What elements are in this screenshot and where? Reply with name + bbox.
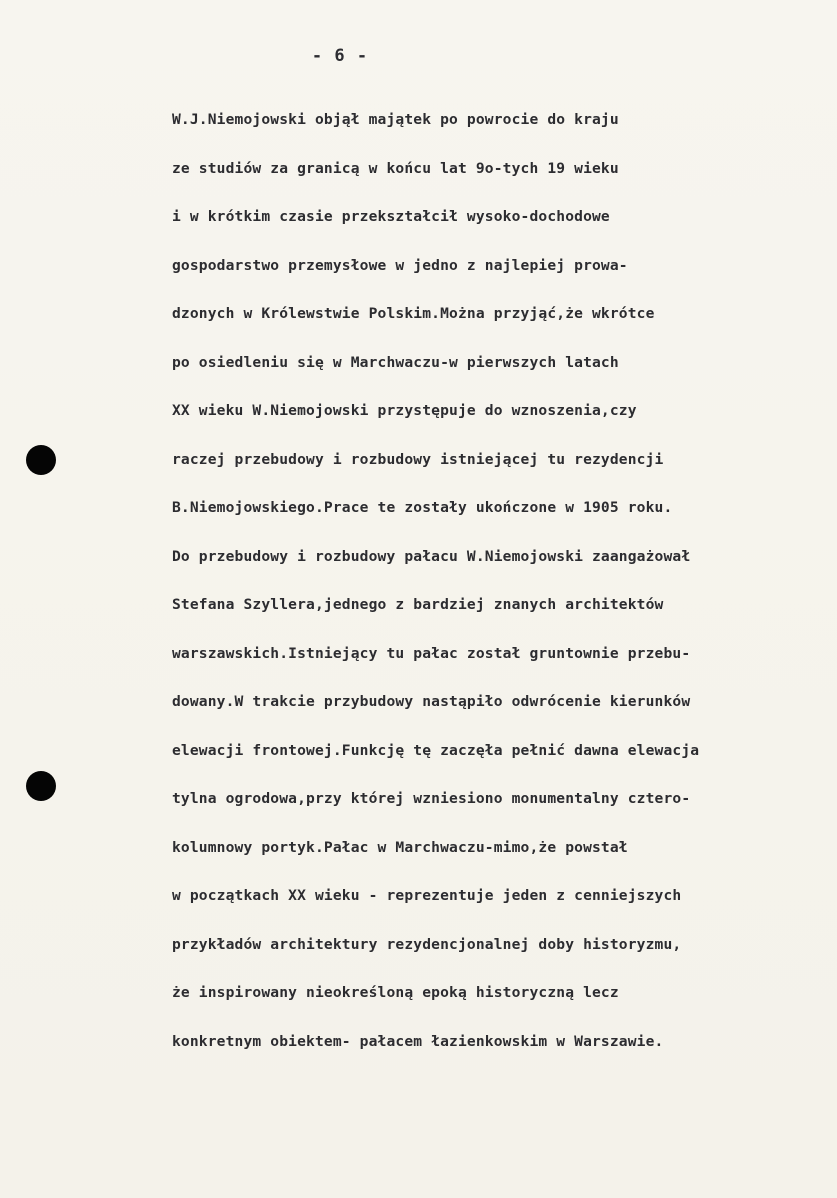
text-line: elewacji frontowej.Funkcję tę zaczęła pełnić dawna elewacja bbox=[172, 741, 700, 759]
text-line: konkretnym obiektem- pałacem łazienkowskim w Warszawie. bbox=[172, 1032, 664, 1050]
text-line: W.J.Niemojowski objął majątek po powrocie do kraju bbox=[172, 111, 619, 128]
text-line: przykładów architektury rezydencjonalnej doby historyzmu, bbox=[172, 935, 682, 953]
text-line: B.Niemojowskiego.Prace te zostały ukończone w 1905 roku. bbox=[172, 499, 673, 516]
typewritten-text-body bbox=[172, 108, 812, 1078]
text-line: kolumnowy portyk.Pałac w Marchwaczu-mimo,że powstał bbox=[172, 838, 628, 856]
text-line: Stefana Szyllera,jednego z bardziej znanych architektów bbox=[172, 596, 664, 613]
text-line: Do przebudowy i rozbudowy pałacu W.Niemojowski zaangażował bbox=[172, 547, 691, 565]
text-line: dowany.W trakcie przybudowy nastąpiło odwrócenie kierunków bbox=[172, 693, 691, 710]
text-line: ze studiów za granicą w końcu lat 9o-tych 19 wieku bbox=[172, 159, 619, 177]
text-line: raczej przebudowy i rozbudowy istniejącej tu rezydencji bbox=[172, 450, 664, 468]
text-line: gospodarstwo przemysłowe w jedno z najlepiej prowa- bbox=[172, 256, 628, 274]
text-line: i w krótkim czasie przekształcił wysoko-dochodowe bbox=[172, 208, 610, 225]
text-line: warszawskich.Istniejący tu pałac został gruntownie przebu- bbox=[172, 644, 691, 662]
text-line: tylna ogrodowa,przy której wzniesiono monumentalny cztero- bbox=[172, 790, 691, 807]
binder-hole-bottom bbox=[26, 771, 56, 801]
text-line: że inspirowany nieokreśloną epoką historyczną lecz bbox=[172, 984, 619, 1001]
text-line: w początkach XX wieku - reprezentuje jeden z cenniejszych bbox=[172, 887, 682, 904]
binder-hole-top bbox=[26, 445, 56, 475]
text-line: po osiedleniu się w Marchwaczu-w pierwszych latach bbox=[172, 353, 619, 371]
text-line: dzonych w Królewstwie Polskim.Można przyjąć,że wkrótce bbox=[172, 305, 655, 322]
page-number: - 6 - bbox=[311, 46, 369, 66]
text-line: XX wieku W.Niemojowski przystępuje do wznoszenia,czy bbox=[172, 402, 637, 419]
